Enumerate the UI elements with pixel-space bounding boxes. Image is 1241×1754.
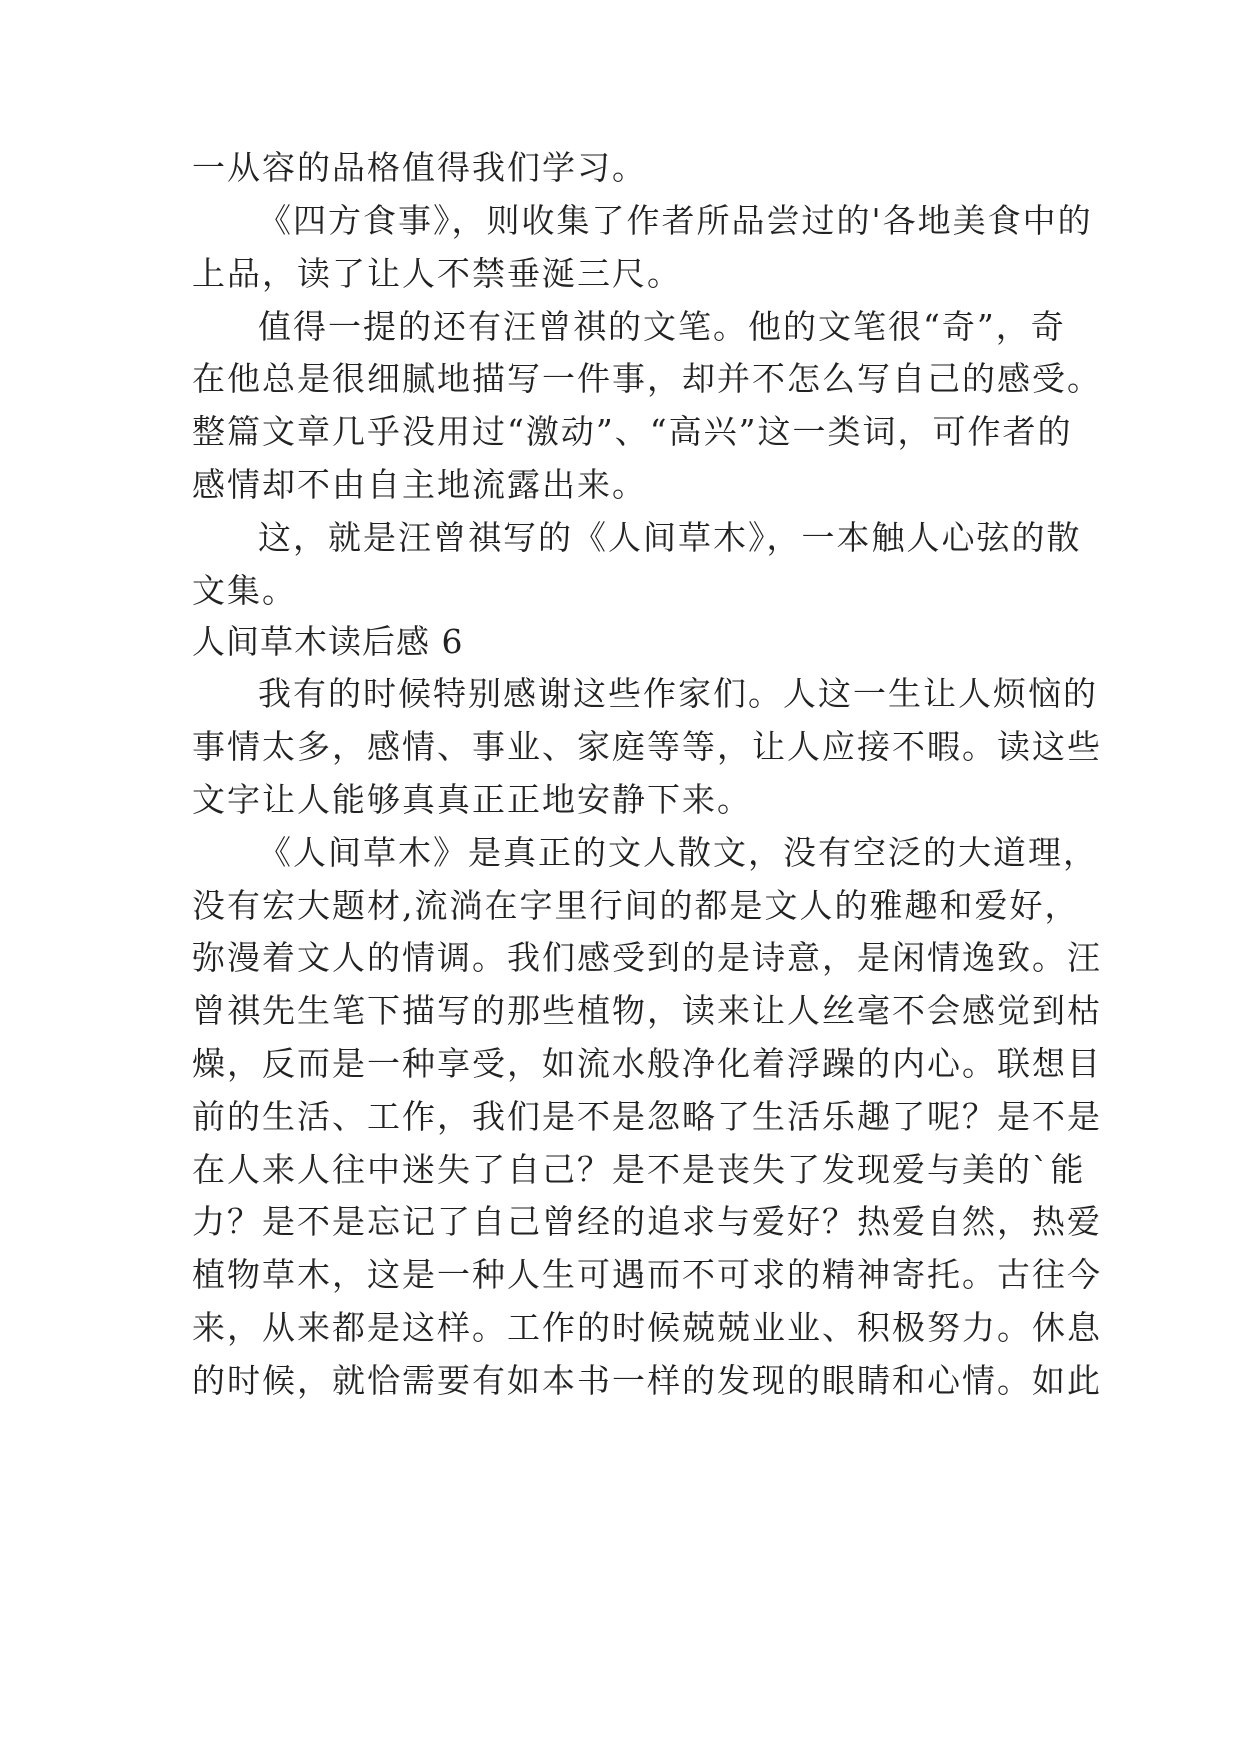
text-line: 感情却不由自主地流露出来。 <box>192 465 647 504</box>
text-line: 弥漫着文人的情调。我们感受到的是诗意，是闲情逸致。汪 <box>192 938 1102 977</box>
text-line: 一从容的品格值得我们学习。 <box>192 148 647 187</box>
section-heading: 人间草木读后感 6 <box>192 622 464 661</box>
text-line: 事情太多，感情、事业、家庭等等，让人应接不暇。读这些 <box>192 727 1102 766</box>
text-line: 上品，读了让人不禁垂涎三尺。 <box>192 254 682 293</box>
text-line: 来，从来都是这样。工作的时候兢兢业业、积极努力。休息 <box>192 1308 1102 1347</box>
text-line: 力？是不是忘记了自己曾经的追求与爱好？热爱自然，热爱 <box>192 1202 1102 1241</box>
text-line: 前的生活、工作，我们是不是忽略了生活乐趣了呢？是不是 <box>192 1097 1102 1136</box>
text-line: 燥，反而是一种享受，如流水般净化着浮躁的内心。联想目 <box>192 1044 1102 1083</box>
text-line: 没有宏大题材,流淌在字里行间的都是文人的雅趣和爱好， <box>192 886 1080 925</box>
paragraph-start-line: 《四方食事》，则收集了作者所品尝过的'各地美食中的 <box>258 201 1093 240</box>
text-line: 的时候，就恰需要有如本书一样的发现的眼睛和心情。如此 <box>192 1361 1102 1400</box>
text-line: 植物草木，这是一种人生可遇而不可求的精神寄托。古往今 <box>192 1255 1102 1294</box>
paragraph-start-line: 值得一提的还有汪曾祺的文笔。他的文笔很“奇”，奇 <box>258 307 1066 346</box>
text-line: 曾祺先生笔下描写的那些植物，读来让人丝毫不会感觉到枯 <box>192 991 1102 1030</box>
paragraph-start-line: 这，就是汪曾祺写的《人间草木》，一本触人心弦的散 <box>258 518 1082 557</box>
text-line: 文字让人能够真真正正地安静下来。 <box>192 780 752 819</box>
paragraph-start-line: 我有的时候特别感谢这些作家们。人这一生让人烦恼的 <box>258 674 1098 713</box>
text-line: 整篇文章几乎没用过“激动”、“高兴”这一类词，可作者的 <box>192 412 1073 451</box>
text-line: 在他总是很细腻地描写一件事，却并不怎么写自己的感受。 <box>192 359 1102 398</box>
paragraph-start-line: 《人间草木》是真正的文人散文，没有空泛的大道理， <box>258 833 1098 872</box>
text-line: 在人来人往中迷失了自己？是不是丧失了发现爱与美的`能 <box>192 1150 1086 1189</box>
text-line: 文集。 <box>192 571 297 610</box>
